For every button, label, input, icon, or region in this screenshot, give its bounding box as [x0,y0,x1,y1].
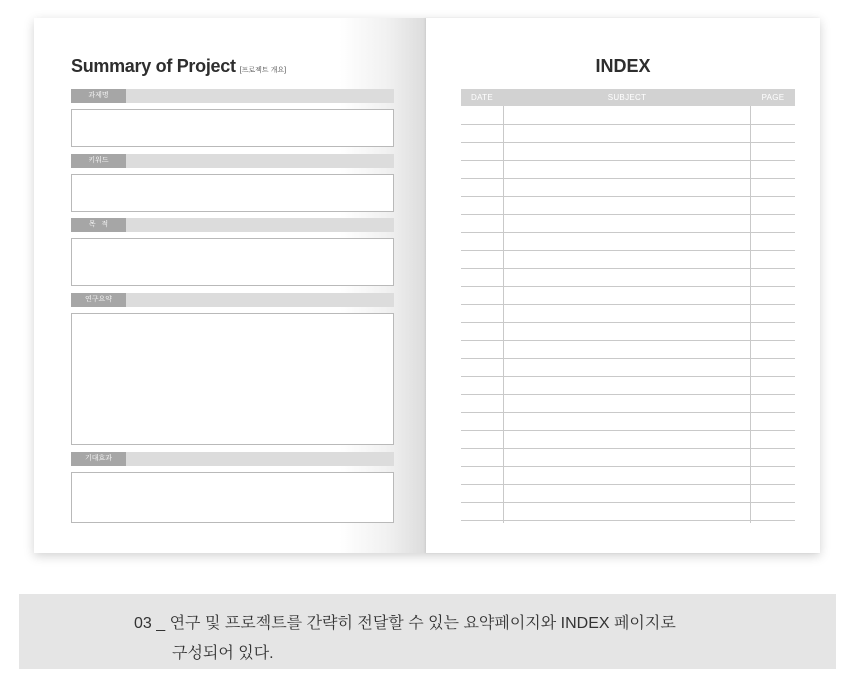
index-row-line [461,160,795,161]
section-bar-research-summary [71,293,394,307]
index-row-line [461,502,795,503]
column-header-date: DATE [471,93,493,102]
keywords-field[interactable] [71,174,394,212]
index-row-line [461,178,795,179]
index-header [461,89,795,106]
section-label-project-name: 과제명 [71,89,126,103]
summary-title [71,56,286,77]
purpose-field[interactable] [71,238,394,286]
index-row-line [461,520,795,521]
index-row-line [461,142,795,143]
index-row-line [461,448,795,449]
index-row-line [461,484,795,485]
index-row-line [461,304,795,305]
section-bar-project-name [71,89,394,103]
section-label-research-summary: 연구요약 [71,293,126,307]
index-row-line [461,322,795,323]
index-row-line [461,394,795,395]
index-row-line [461,430,795,431]
column-header-page: PAGE [761,93,785,102]
index-row-line [461,376,795,377]
index-page [426,18,820,553]
index-row-line [461,340,795,341]
index-row-line [461,466,795,467]
index-row-line [461,358,795,359]
column-divider-date [503,106,504,523]
caption-line-2: 구성되어 있다. [172,645,274,662]
expected-effects-field[interactable] [71,472,394,523]
index-row-line [461,412,795,413]
notebook-spread [34,18,820,553]
research-summary-field[interactable] [71,313,394,445]
index-row-line [461,196,795,197]
caption-line-1: 03 _ 연구 및 프로젝트를 간략히 전달할 수 있는 요약페이지와 INDEX 페이지로 [134,615,676,632]
index-row-line [461,214,795,215]
section-label-expected-effects: 기대효과 [71,452,126,466]
section-bar-keywords [71,154,394,168]
section-label-purpose: 목 적 [71,218,126,232]
index-row-line [461,286,795,287]
section-label-keywords: 키워드 [71,154,126,168]
index-row-line [461,268,795,269]
index-row-line [461,232,795,233]
summary-subtitle: [프로젝트 개요] [239,67,287,74]
summary-page [34,18,426,553]
section-bar-expected-effects [71,452,394,466]
summary-title-text: Summary of Project [71,56,236,76]
index-table [461,89,795,523]
column-header-subject: SUBJECT [607,93,647,102]
project-name-field[interactable] [71,109,394,147]
index-row-line [461,250,795,251]
column-divider-page [750,106,751,523]
caption-box [19,594,836,669]
index-row-line [461,124,795,125]
index-title: INDEX [595,56,651,76]
section-bar-purpose [71,218,394,232]
